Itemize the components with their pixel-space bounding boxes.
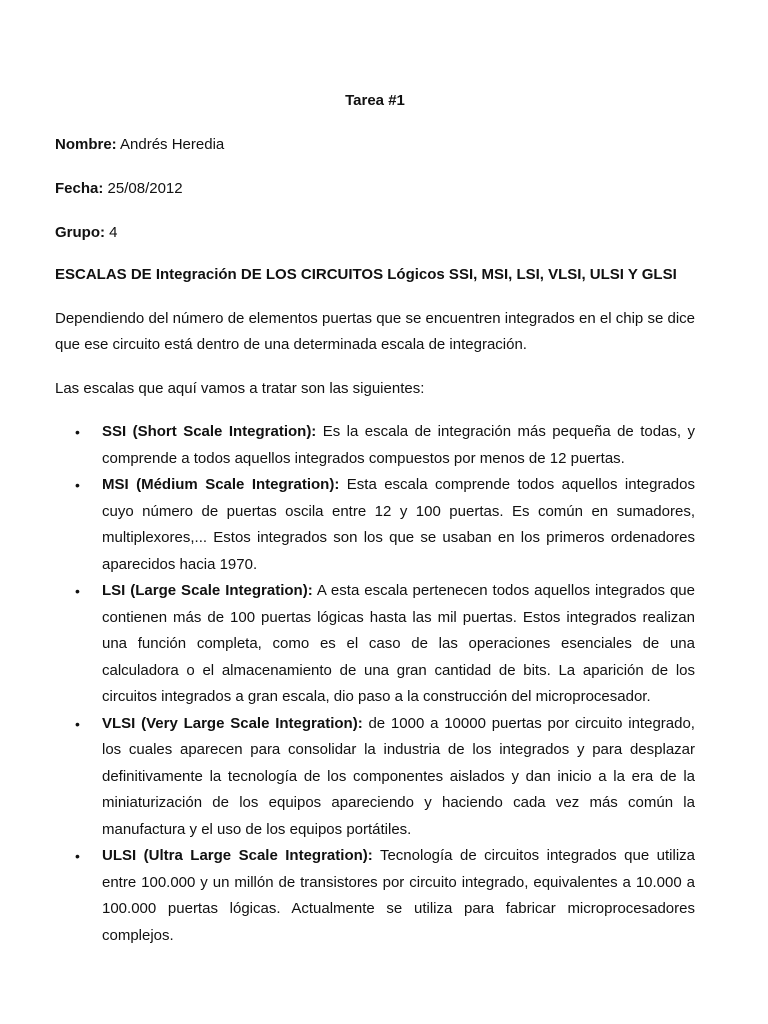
section-heading: ESCALAS DE Integración DE LOS CIRCUITOS Lógicos SSI, MSI, LSI, VLSI, ULSI Y GLSI	[55, 266, 677, 283]
list-item	[55, 843, 695, 949]
fecha-field	[55, 176, 695, 202]
list-item-term: LSI (Large Scale Integration):	[102, 582, 313, 599]
list-item	[55, 711, 695, 844]
document-page	[55, 88, 695, 949]
document-title: Tarea #1	[345, 92, 405, 109]
lead-paragraph: Las escalas que aquí vamos a tratar son las siguientes:	[55, 379, 425, 397]
nombre-field	[55, 132, 695, 158]
list-item-term: SSI (Short Scale Integration):	[102, 423, 317, 440]
list-item-term: ULSI (Ultra Large Scale Integration):	[102, 847, 373, 864]
nombre-label: Nombre:	[55, 136, 117, 153]
bullet-icon: •	[75, 424, 80, 440]
bullet-icon: •	[75, 583, 80, 599]
list-item-text: A esta escala pertenecen todos aquellos integrados que contienen más de 100 puertas lógicas hasta las mil puertas. Estos integrados realizan una función completa, como es el caso de las operaciones esenciales de una calculadora o el almacenamiento de una gran cantidad de bits. La aparición de los circuitos integrados a gran escala, dio paso a la construcción del microprocesador.	[102, 582, 695, 705]
list-item-text: Esta escala comprende todos aquellos integrados cuyo número de puertas oscila entre 12 y 100 puertas. Es común en sumadores, multiplexores,... Estos integrados son los que se usaban en los primeros ordenadores aparecidos hacia 1970.	[102, 476, 695, 573]
fecha-value: 25/08/2012	[107, 180, 183, 197]
list-item-term: VLSI (Very Large Scale Integration):	[102, 714, 363, 732]
list-item	[55, 578, 695, 711]
nombre-value: Andrés Heredia	[120, 136, 225, 153]
intro-paragraph: Dependiendo del número de elementos puertas que se encuentren integrados en el chip se dice que ese circuito está dentro de una determinada escala de integración.	[55, 309, 695, 353]
bullet-icon: •	[75, 715, 80, 732]
list-item	[55, 419, 695, 472]
list-item-text: Es la escala de integración más pequeña de todas, y comprende a todos aquellos integrados compuestos por menos de 12 puertas.	[102, 423, 695, 467]
grupo-value: 4	[109, 224, 118, 241]
grupo-label: Grupo:	[55, 224, 105, 241]
list-item-term: MSI (Médium Scale Integration):	[102, 476, 340, 493]
list-item-text: Tecnología de circuitos integrados que utiliza entre 100.000 y un millón de transistores por circuito integrado, equivalentes a 10.000 a 100.000 puertas lógicas. Actualmente se utiliza para fabricar microprocesadores complejos.	[102, 847, 695, 944]
grupo-field	[55, 220, 695, 246]
bullet-icon: •	[75, 848, 80, 864]
bullet-icon: •	[75, 477, 80, 493]
list-item	[55, 472, 695, 578]
scales-list	[55, 419, 695, 949]
fecha-label: Fecha:	[55, 180, 104, 197]
list-item-text: de 1000 a 10000 puertas por circuito integrado, los cuales aparecen para consolidar la industria de los integrados y para desplazar definitivamente la tecnología de los componentes aislados y dan inicio a la era de la miniaturización de los equipos apareciendo y haciendo cada vez más común la manufactura y el uso de los equipos portátiles.	[102, 714, 695, 838]
